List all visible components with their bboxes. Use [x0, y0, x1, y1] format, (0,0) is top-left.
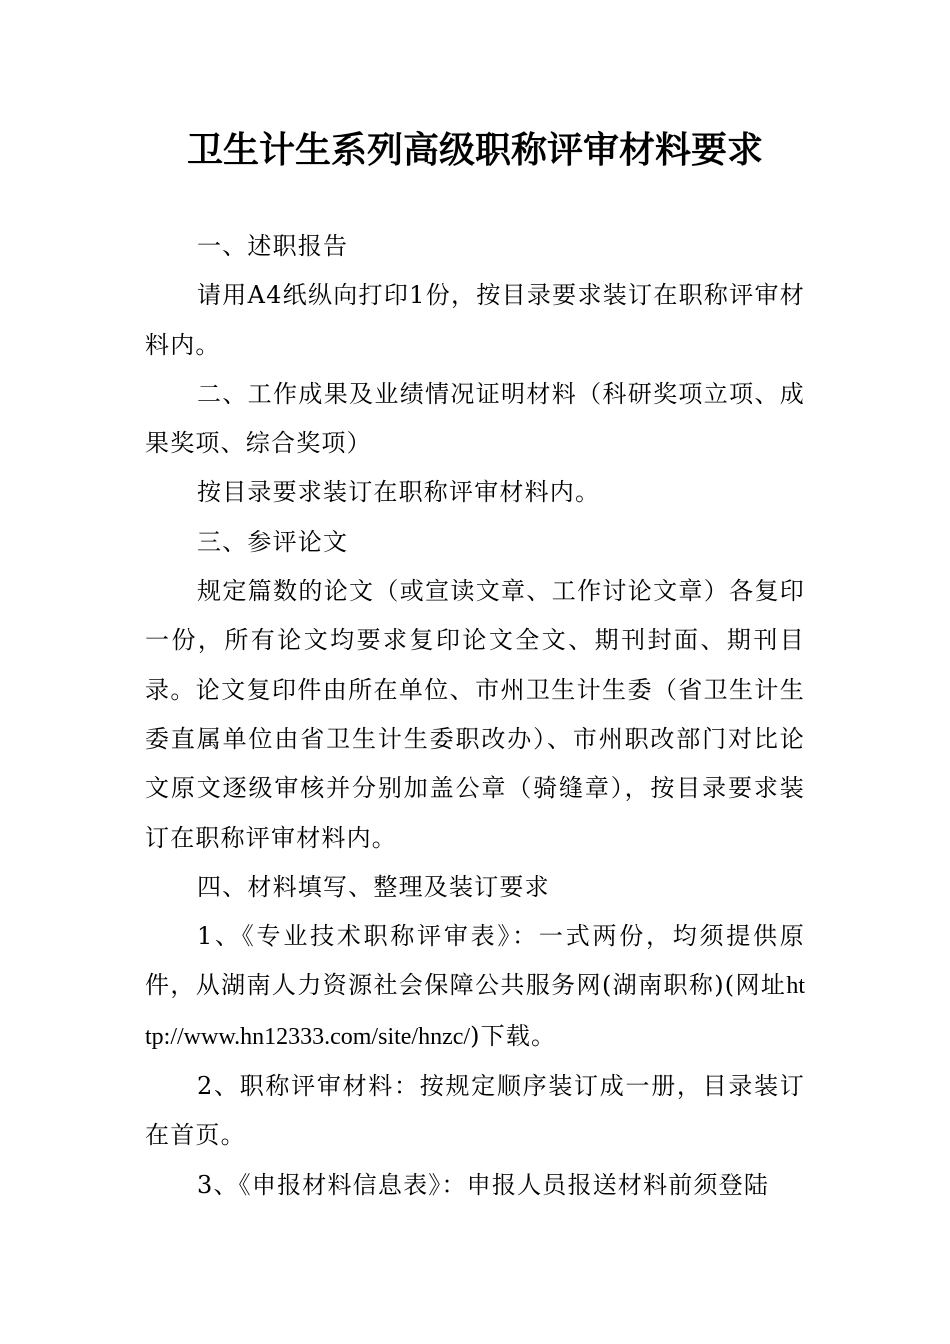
list-item: 2、职称评审材料：按规定顺序装订成一册，目录装订在首页。 — [145, 1072, 805, 1150]
section-heading-3: 三、参评论文 — [197, 527, 349, 556]
paragraph: 按目录要求装订在职称评审材料内。 — [197, 478, 601, 507]
list-item — [145, 912, 805, 1062]
document-title: 卫生计生系列高级职称评审材料要求 — [186, 129, 763, 171]
list-item-suffix: )下载。 — [470, 1021, 557, 1050]
download-url[interactable]: http://www.hn12333.com/site/hnzc/ — [145, 973, 805, 1050]
list-item-text: 1、《专业技术职称评审表》：一式两份，均须提供原件，从湖南人力资源社会保障公共服务网(湖南职称)(网址 — [145, 922, 805, 1000]
section-heading-1: 一、述职报告 — [197, 232, 349, 260]
list-item: 3、《申报材料信息表》：申报人员报送材料前须登陆 — [197, 1170, 770, 1199]
section-heading-2: 二、工作成果及业绩情况证明材料（科研奖项立项、成果奖项、综合奖项） — [145, 379, 805, 458]
section-heading-4: 四、材料填写、整理及装订要求 — [197, 872, 550, 901]
document-body — [145, 222, 805, 1210]
paragraph: 请用A4纸纵向打印1份，按目录要求装订在职称评审材料内。 — [145, 281, 805, 359]
paragraph: 规定篇数的论文（或宣读文章、工作讨论文章）各复印一份，所有论文均要求复印论文全文、期刊封面、期刊目录。论文复印件由所在单位、市州卫生计生委（省卫生计生委直属单位由省卫生计生委职改办）、市州职改部门对比论文原文逐级审核并分别加盖公章（骑缝章），按目录要求装订在职称评审材料内。 — [145, 577, 805, 852]
